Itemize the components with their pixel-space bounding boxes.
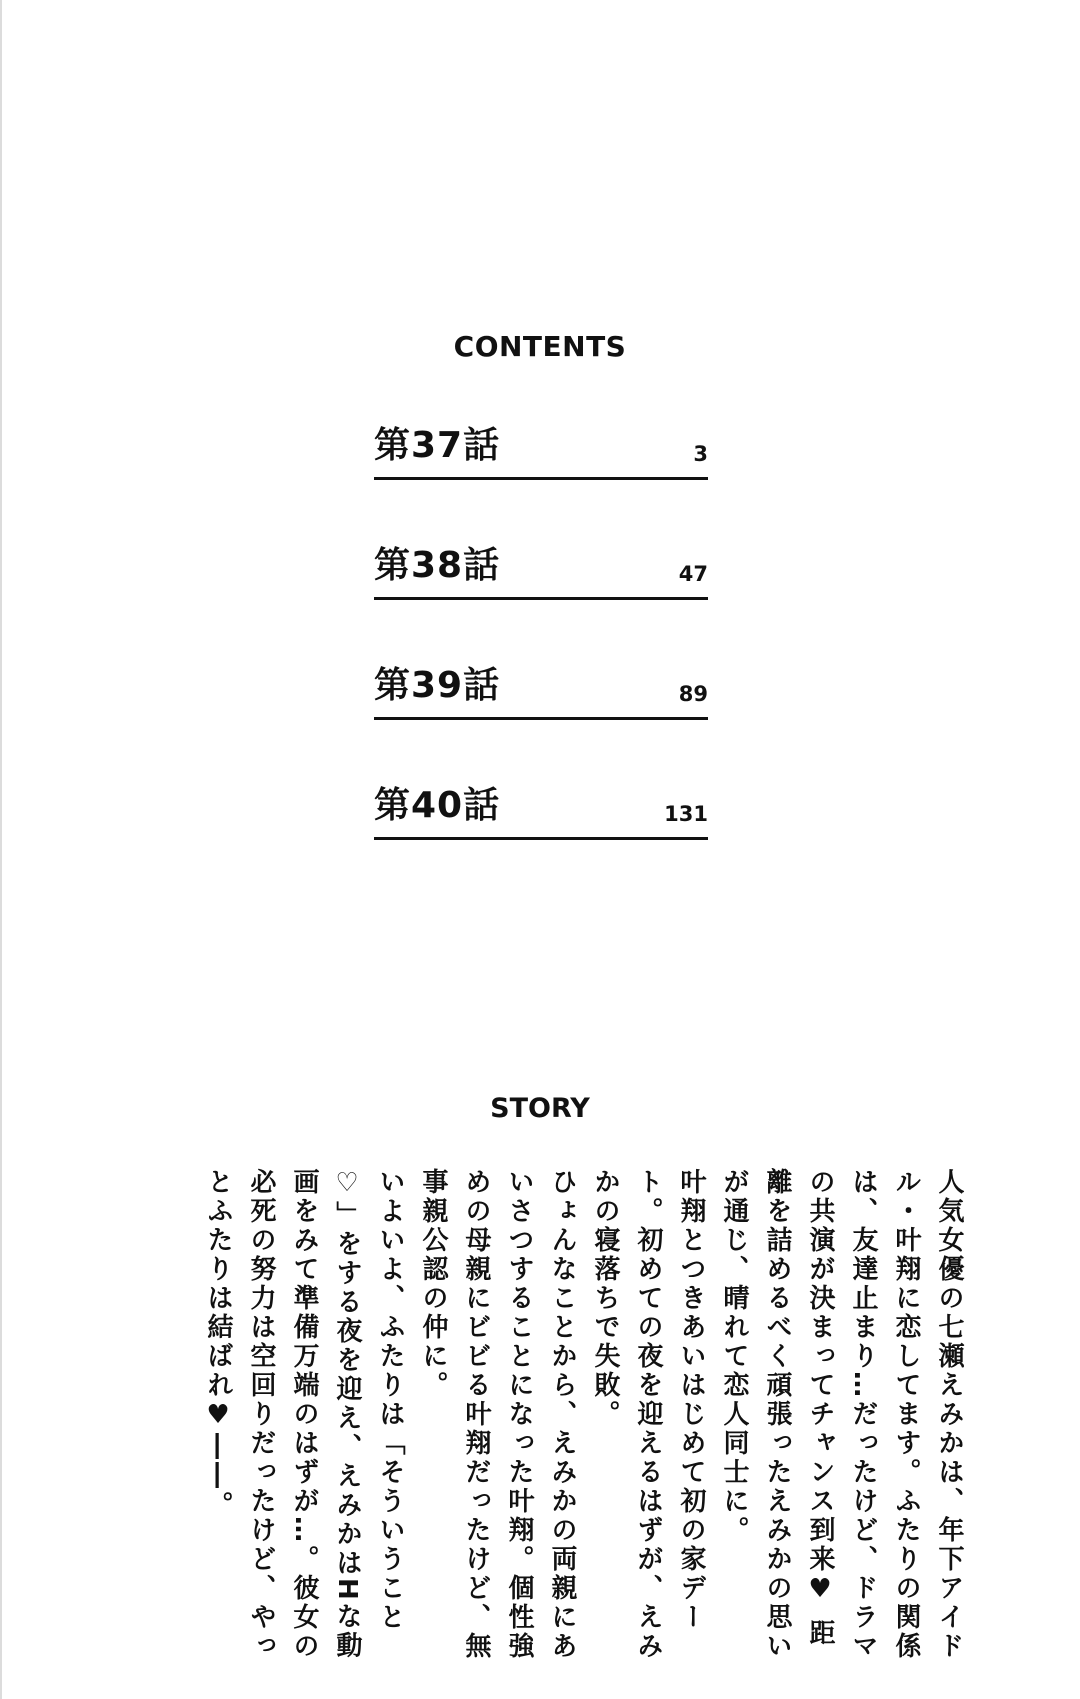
story-paragraph: 人気女優の七瀬えみかは、年下アイドル・叶翔に恋してます。ふたりの関係は、友達止まり…だったけど、ドラマの共演が決まってチャンス到来♥ 距離を詰めるべく頑張ったえみかの思いが通じ、晴れて恋人同士に。 bbox=[719, 1168, 964, 1661]
toc-entry-38[interactable] bbox=[374, 480, 708, 600]
toc-chapter-label: 第39話 bbox=[374, 665, 501, 706]
story-heading: STORY bbox=[490, 1093, 590, 1124]
toc-chapter-label: 第37話 bbox=[374, 425, 501, 466]
toc-entry-40[interactable] bbox=[374, 720, 708, 840]
story-paragraph: 叶翔とつきあいはじめて初の家デート。初めての夜を迎えるはずが、えみかの寝落ちで失敗。 bbox=[590, 1168, 706, 1661]
toc-underline bbox=[374, 837, 708, 840]
toc-chapter-label: 第40話 bbox=[374, 785, 501, 826]
toc-entry-37[interactable] bbox=[374, 424, 708, 480]
toc-page-number: 47 bbox=[678, 562, 708, 586]
story-paragraph: ひょんなことから、えみかの両親にあいさつすることになった叶翔。個性強めの母親にビビる叶翔だったけど、無事親公認の仲に。 bbox=[418, 1168, 577, 1661]
contents-heading: CONTENTS bbox=[453, 330, 627, 363]
story-paragraph: いよいよ、ふたりは「そういうこと♡」をする夜を迎え、えみかはHな動画をみて準備万端のはずが…。彼女の必死の努力は空回りだったけど、やっとふたりは結ばれ♥――。 bbox=[203, 1168, 405, 1661]
toc-entry-39[interactable] bbox=[374, 600, 708, 720]
story-synopsis bbox=[90, 1168, 970, 1668]
page-edge-line bbox=[0, 0, 2, 1699]
toc-page-number: 131 bbox=[664, 802, 708, 826]
toc-page-number: 89 bbox=[678, 682, 708, 706]
toc-page-number: 3 bbox=[693, 442, 708, 466]
toc-chapter-label: 第38話 bbox=[374, 545, 501, 586]
table-of-contents bbox=[374, 424, 708, 840]
